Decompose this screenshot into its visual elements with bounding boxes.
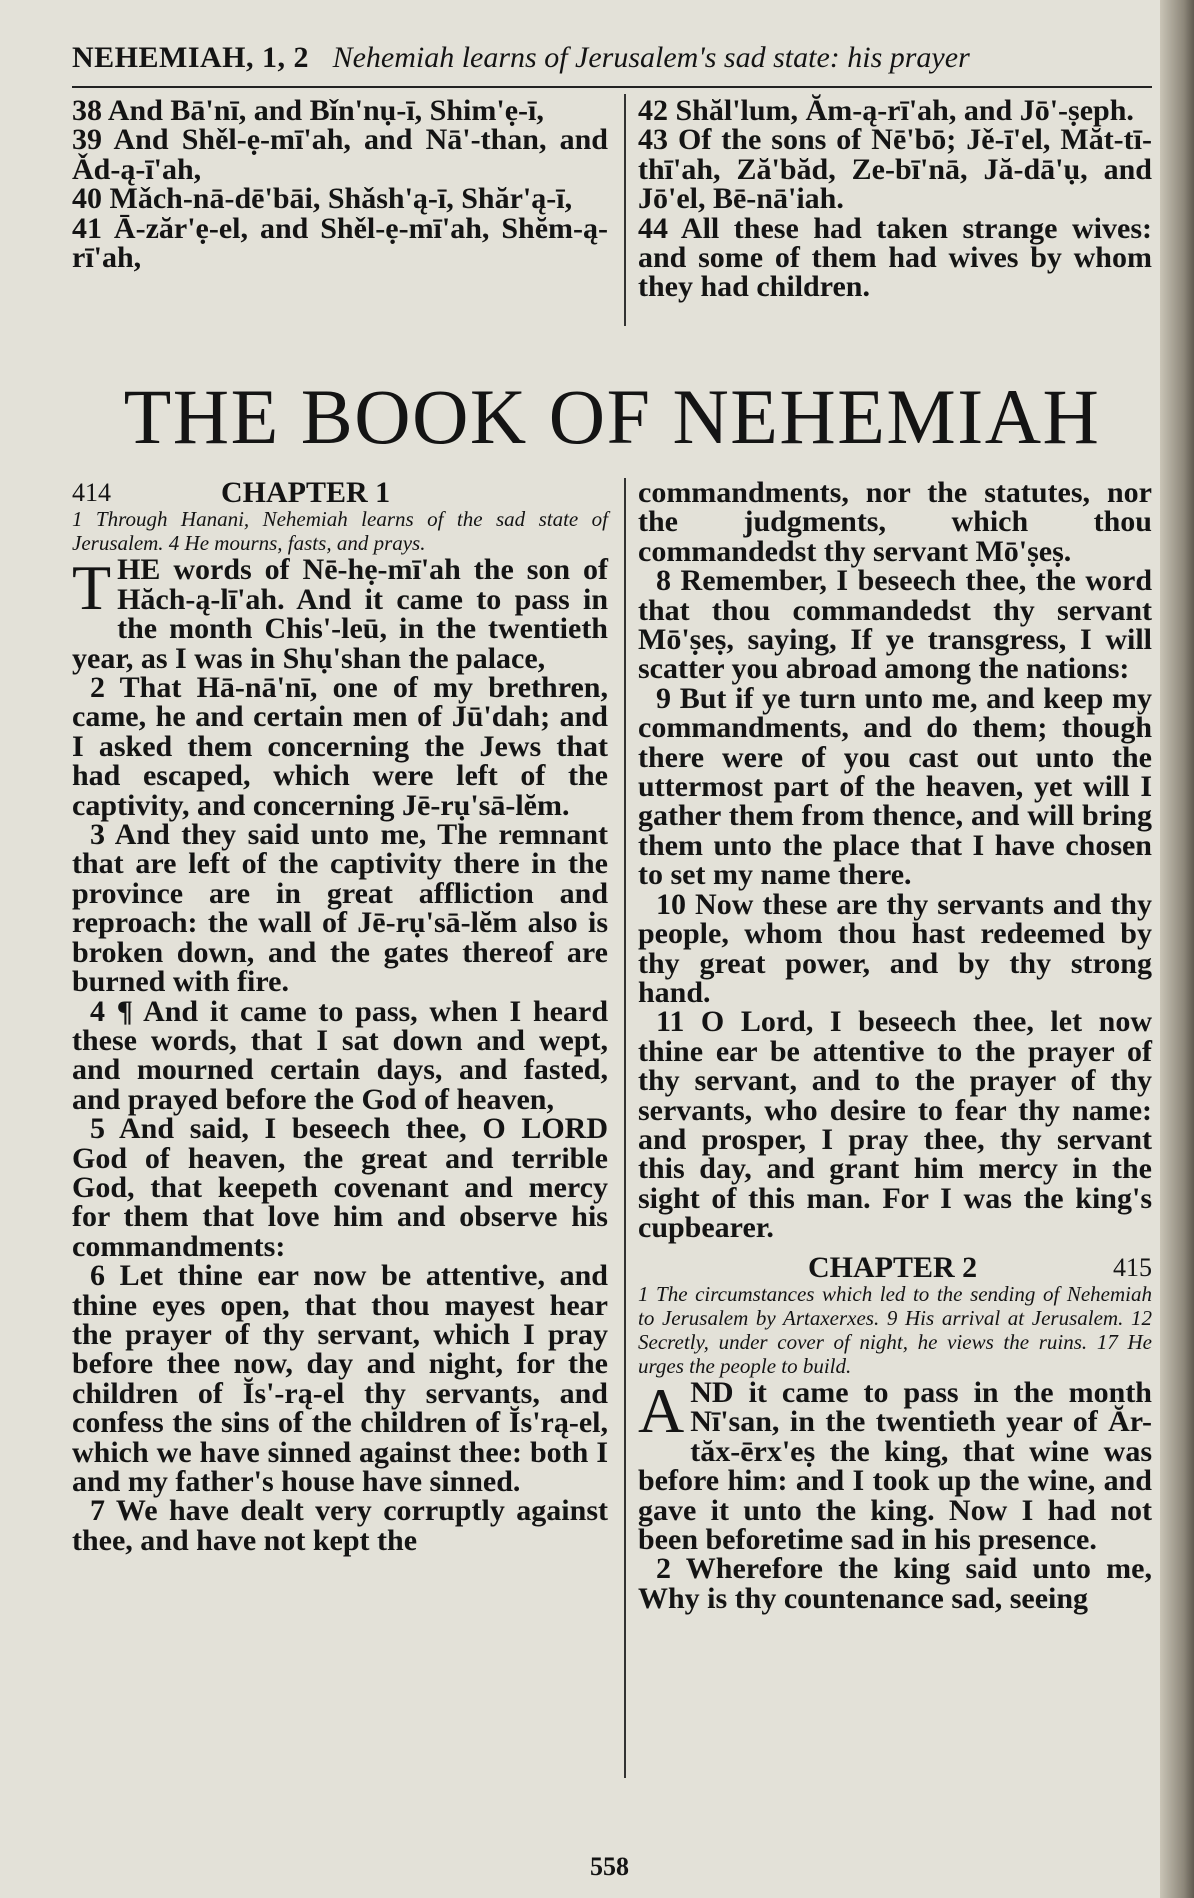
page-number: 558 <box>590 1852 629 1881</box>
verse: 44 All these had taken strange wives: and some of them had wives by whom they had children. <box>638 211 1152 304</box>
chapter-title: CHAPTER 1 <box>221 476 391 509</box>
chapter-ref-number: 415 <box>1113 1252 1152 1282</box>
chapter-heading <box>72 478 608 507</box>
header-rule <box>72 86 1152 88</box>
chapter-heading <box>638 1250 1152 1284</box>
chapter1-right-column <box>638 478 1152 1613</box>
drop-cap: T <box>72 552 112 624</box>
verse: commandments, nor the statutes, nor the judgments, which thou commandedst thy servant Mō'ṣeṣ. <box>638 476 1152 568</box>
verse: 40 Mǎch-nā-dē'bāi, Shǎsh'ą-ī, Shăr'ą-ī, <box>72 182 573 216</box>
verse: 8 Remember, I beseech thee, the word that thou commandedst thy servant Mō'ṣeṣ, saying, If ye transgress, I will scatter you abroad among the nations: <box>638 564 1152 686</box>
chapter-title: CHAPTER 2 <box>808 1250 978 1284</box>
chapter1-left-column <box>72 478 608 1555</box>
top-right-column <box>638 96 1152 302</box>
column-divider <box>624 478 626 1778</box>
verse: 10 Now these are thy servants and thy people, whom thou hast redeemed by thy great power, and by thy strong hand. <box>638 887 1152 1009</box>
chapter-summary: 1 Through Hanani, Nehemiah learns of the sad state of Jerusalem. 4 He mourns, fasts, and prays. <box>72 507 608 556</box>
verse: 6 Let thine ear now be attentive, and thine eyes open, that thou mayest hear the prayer of thy servant, which I pray before thee now, day and night, for the children of Ĭs'-rą-el thy servants, and confess the sins of the children of Ĭs'rą-el, which we have sinned against thee: both I and my father's house have sinned. <box>72 1259 608 1498</box>
chapter-summary: 1 The circumstances which led to the sending of Nehemiah to Jerusalem by Artaxerxes. 9 His arrival at Jerusalem. 12 Secretly, under cover of night, he views the ruins. 17 He urges the people to build. <box>638 1281 1152 1378</box>
verse: 5 And said, I beseech thee, O LORD God of heaven, the great and terrible God, that keepeth covenant and mercy for them that love him and observe his commandments: <box>72 1112 608 1263</box>
verse: 43 Of the sons of Nē'bō; Jě-ī'el, Măt-tī-thī'ah, Ză'băd, Ze-bī'nā, Jă-dā'ụ, and Jō'el, Bē-nā'iah. <box>638 123 1152 216</box>
verse: 2 That Hā-nā'nī, one of my brethren, came, he and certain men of Jū'dah; and I asked them concerning the Jews that had escaped, which were left of the captivity, and concerning Jē-rụ'sā-lĕm. <box>72 671 608 822</box>
verse: 7 We have dealt very corruptly against thee, and have not kept the <box>72 1494 608 1557</box>
verse: 11 O Lord, I beseech thee, let now thine ear be attentive to the prayer of thy servant, and to the prayer of thy servants, who desire to fear thy name: and prosper, I pray thee, thy servant this day, and grant him mercy in the sight of this man. For I was the king's cupbearer. <box>638 1005 1152 1245</box>
verse: 42 Shăl'lum, Ăm-ą-rī'ah, and Jō'-ṣeph. <box>638 94 1134 127</box>
verse: 4 ¶ And it came to pass, when I heard these words, that I sat down and wept, and mourned certain days, and fasted, and prayed before the God of heaven, <box>72 994 608 1116</box>
running-head-summary: Nehemiah learns of Jerusalem's sad state: his prayer <box>332 41 970 74</box>
page-edge <box>1160 0 1194 1898</box>
verse: AND it came to pass in the month Nī'san, in the twentieth year of Ăr-tăx-ērx'eṣ the king, that wine was before him: and I took up the wine, and gave it unto the king. Now I had not been beforetime sad in his presence. <box>638 1374 1152 1556</box>
verse: 39 And Shěl-ẹ-mī'ah, and Nā'-than, and Ǎd-ą-ī'ah, <box>72 123 608 186</box>
verse: 9 But if ye turn unto me, and keep my commandments, and do them; though there were of you cast out unto the uttermost part of the heaven, yet will I gather them from thence, and will bring them unto the place that I have chosen to set my name there. <box>638 681 1152 892</box>
column-divider <box>624 94 626 326</box>
verse: 38 And Bā'nī, and Bǐn'nụ-ī, Shim'ẹ-ī, <box>72 94 544 127</box>
verse: 2 Wherefore the king said unto me, Why is thy countenance sad, seeing <box>638 1552 1152 1615</box>
verse: 41 Ā-zăr'ẹ-el, and Shěl-ẹ-mī'ah, Shĕm-ą-rī'ah, <box>72 211 608 275</box>
running-head <box>72 38 1152 78</box>
verse: 3 And they said unto me, The remnant that are left of the captivity there in the province are in great affliction and reproach: the wall of Jē-rụ'sā-lĕm also is broken down, and the gates thereof are burned with fire. <box>72 818 608 999</box>
verse: THE words of Nē-hẹ-mī'ah the son of Hăch-ą-lī'ah. And it came to pass in the month Chis'-leū, in the twentieth year, as I was in Shụ'shan the palace, <box>72 552 608 675</box>
book-title: THE BOOK OF NEHEMIAH <box>123 373 1101 460</box>
top-left-column <box>72 94 608 275</box>
running-head-book: NEHEMIAH, 1, 2 <box>72 41 310 74</box>
chapter-ref-number: 414 <box>72 478 111 507</box>
drop-cap: A <box>638 1374 685 1446</box>
